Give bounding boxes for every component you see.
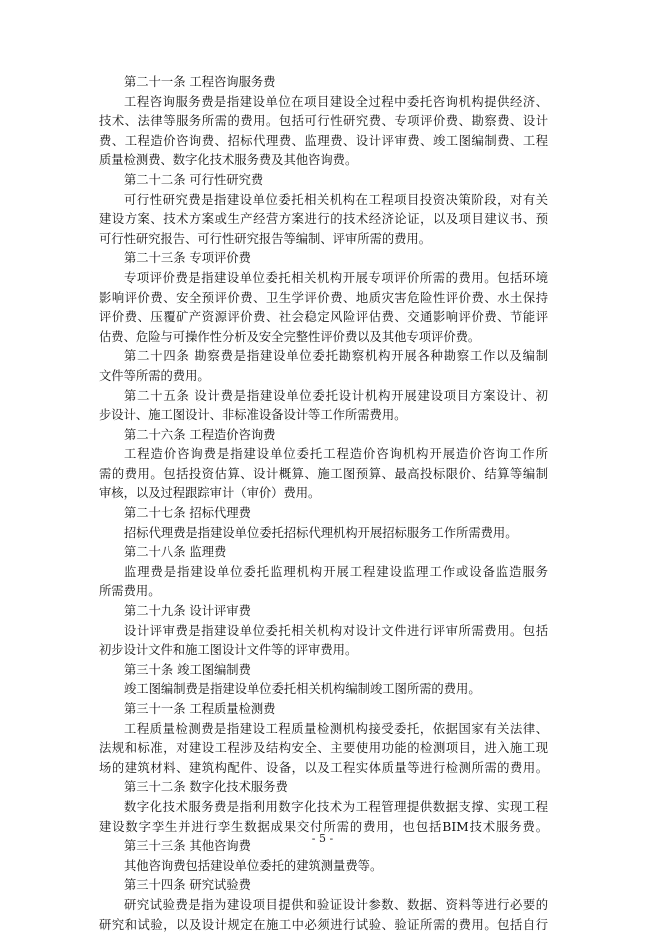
paragraph-line: 影响评价费、安全预评价费、卫生学评价费、地质灾害危险性评价费、水土保持 <box>99 290 548 305</box>
paragraph-line: 可行性研究报告、可行性研究报告等编制、评审所需的费用。 <box>99 231 432 246</box>
paragraph-line: 工程质量检测费是指建设工程质量检测机构接受委托，依据国家有关法律、 <box>124 721 548 736</box>
article-heading: 第二十八条 监理费 <box>124 545 227 560</box>
paragraph-line: 建设方案、技术方案或生产经营方案进行的技术经济论证，以及项目建议书、预 <box>99 212 548 227</box>
paragraph-line: 其他咨询费包括建设单位委托的建筑测量费等。 <box>124 858 383 873</box>
article-heading: 第三十三条 其他咨询费 <box>124 839 251 854</box>
paragraph-line: 评价费、压覆矿产资源评价费、社会稳定风险评估费、交通影响评价费、节能评 <box>99 310 548 325</box>
article-heading: 第三十条 竣工图编制费 <box>124 662 251 677</box>
paragraph-line: 审核，以及过程跟踪审计（审价）费用。 <box>99 486 321 501</box>
paragraph-line: 研究试验费是指为建设项目提供和验证设计参数、数据、资料等进行必要的 <box>124 897 548 912</box>
paragraph-line: 工程造价咨询费是指建设单位委托工程造价咨询机构开展造价咨询工作所 <box>124 447 548 462</box>
page-number: - 5 - <box>311 832 334 845</box>
paragraph-line: 研究和试验，以及设计规定在施工中必须进行试验、验证所需的费用。包括自行 <box>99 917 548 932</box>
paragraph-line: 所需费用。 <box>99 584 161 599</box>
article-heading: 第三十二条 数字化技术服务费 <box>124 780 288 795</box>
paragraph-line: 工程咨询服务费是指建设单位在项目建设全过程中委托咨询机构提供经济、 <box>124 94 548 109</box>
paragraph-line: 可行性研究费是指建设单位委托相关机构在工程项目投资决策阶段，对有关 <box>124 192 548 207</box>
paragraph-line: 专项评价费是指建设单位委托相关机构开展专项评价所需的费用。包括环境 <box>124 270 548 285</box>
paragraph-line: 场的建筑材料、建筑构配件、设备，以及工程实体质量等进行检测所需的费用。 <box>99 760 548 775</box>
article-heading: 第二十六条 工程造价咨询费 <box>124 427 276 442</box>
paragraph-line: 文件等所需的费用。 <box>99 368 210 383</box>
paragraph-line: 监理费是指建设单位委托监理机构开展工程建设监理工作或设备监造服务 <box>124 564 548 579</box>
paragraph-line: 建设数字孪生并进行孪生数据成果交付所需的费用，也包括BIM技术服务费。 <box>99 819 548 834</box>
paragraph-line: 初步设计文件和施工图设计文件等的评审费用。 <box>99 643 358 658</box>
article-heading: 第三十四条 研究试验费 <box>124 878 251 893</box>
article-heading: 第三十一条 工程质量检测费 <box>124 702 276 716</box>
paragraph-line: 第二十四条 勘察费是指建设单位委托勘察机构开展各种勘察工作以及编制 <box>124 349 548 364</box>
paragraph-line: 估费、危险与可操作性分析及安全完整性评价费以及其他专项评价费。 <box>99 329 481 344</box>
paragraph-line: 数字化技术服务费是指利用数字化技术为工程管理提供数据支撑、实现工程 <box>124 799 548 814</box>
article-heading: 第二十七条 招标代理费 <box>124 506 251 521</box>
paragraph-line: 法规和标准，对建设工程涉及结构安全、主要使用功能的检测项目，进入施工现 <box>99 741 548 756</box>
paragraph-line: 设计评审费是指建设单位委托相关机构对设计文件进行评审所需费用。包括 <box>124 623 548 638</box>
paragraph-line: 招标代理费是指建设单位委托招标代理机构开展招标服务工作所需费用。 <box>124 525 518 540</box>
article-heading: 第二十三条 专项评价费 <box>124 251 251 266</box>
paragraph-line: 第二十五条 设计费是指建设单位委托设计机构开展建设项目方案设计、初 <box>124 388 548 403</box>
article-heading: 第二十九条 设计评审费 <box>124 604 251 619</box>
paragraph-line: 质量检测费、数字化技术服务费及其他咨询费。 <box>99 153 358 168</box>
paragraph-line: 竣工图编制费是指建设单位委托相关机构编制竣工图所需的费用。 <box>124 682 481 697</box>
paragraph-line: 费、工程造价咨询费、招标代理费、监理费、设计评审费、竣工图编制费、工程 <box>99 133 548 148</box>
paragraph-line: 技术、法律等服务所需的费用。包括可行性研究费、专项评价费、勘察费、设计 <box>99 114 548 129</box>
article-heading: 第二十一条 工程咨询服务费 <box>124 75 276 89</box>
paragraph-line: 需的费用。包括投资估算、设计概算、施工图预算、最高投标限价、结算等编制 <box>99 466 548 481</box>
document-body <box>99 73 548 935</box>
article-heading: 第二十二条 可行性研究费 <box>124 172 264 187</box>
paragraph-line: 步设计、施工图设计、非标准设备设计等工作所需费用。 <box>99 408 407 423</box>
